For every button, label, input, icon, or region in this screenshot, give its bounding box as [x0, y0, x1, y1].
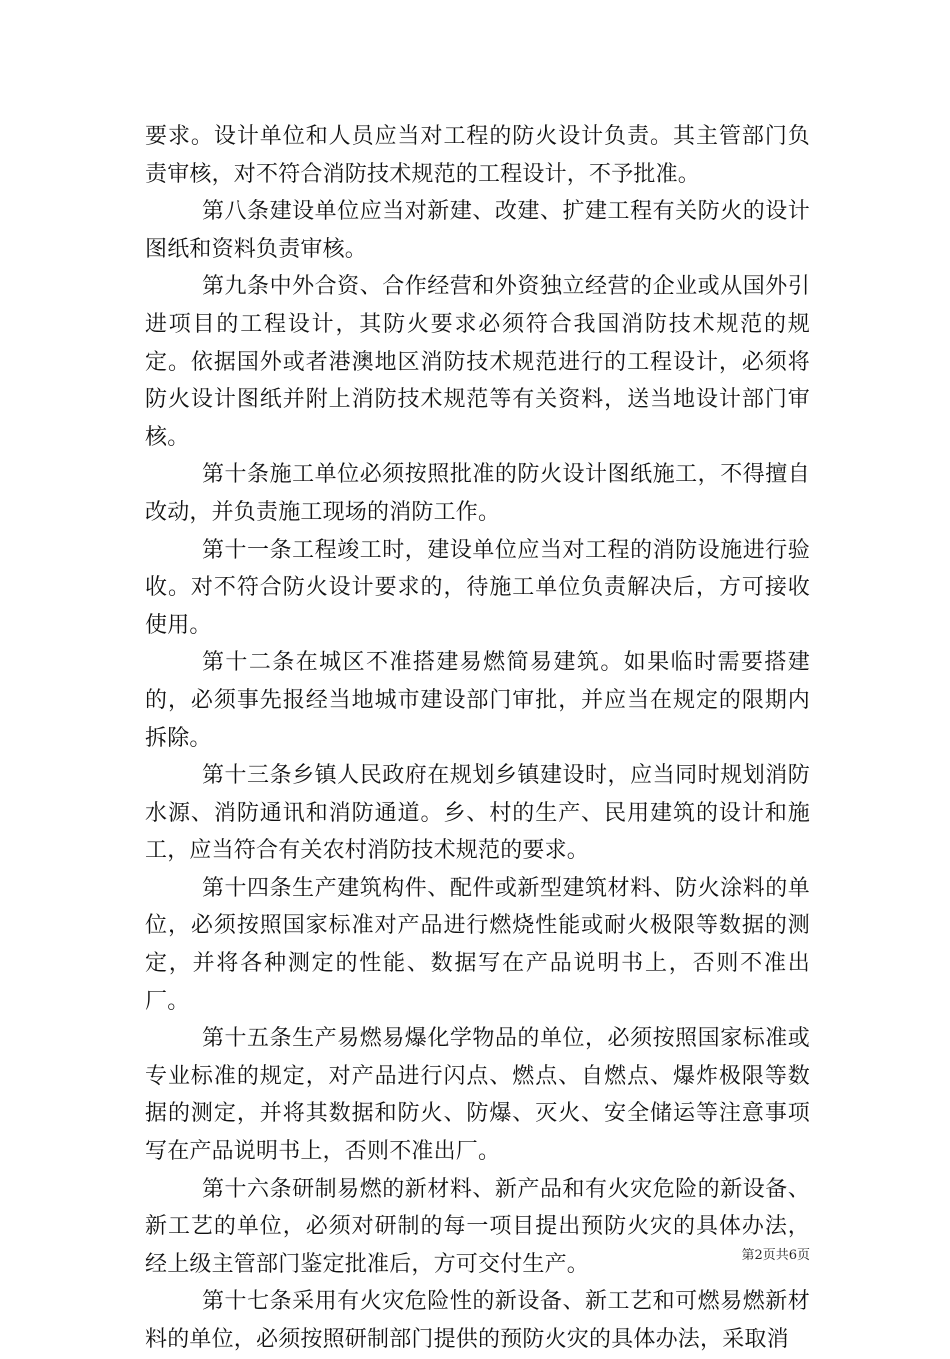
- page-number-footer: 第2页共6页: [741, 1248, 810, 1263]
- paragraph-article-17: 第十七条采用有火灾危险性的新设备、新工艺和可燃易燃新材料的单位，必须按照研制部门提供的预防火灾的具体办法，采取消: [145, 1289, 810, 1352]
- paragraph-article-13: 第十三条乡镇人民政府在规划乡镇建设时，应当同时规划消防水源、消防通讯和消防通道。乡、村的生产、民用建筑的设计和施工，应当符合有关农村消防技术规范的要求。: [145, 763, 810, 864]
- paragraph-article-12: 第十二条在城区不准搭建易燃简易建筑。如果临时需要搭建的，必须事先报经当地城市建设部门审批，并应当在规定的限期内拆除。: [145, 650, 810, 751]
- paragraph-article-9: 第九条中外合资、合作经营和外资独立经营的企业或从国外引进项目的工程设计，其防火要求必须符合我国消防技术规范的规定。依据国外或者港澳地区消防技术规范进行的工程设计，必须将防火设计图纸并附上消防技术规范等有关资料，送当地设计部门审核。: [145, 274, 810, 450]
- paragraph-continuation: 要求。设计单位和人员应当对工程的防火设计负责。其主管部门负责审核，对不符合消防技术规范的工程设计，不予批准。: [145, 124, 810, 187]
- paragraph-article-8: 第八条建设单位应当对新建、改建、扩建工程有关防火的设计图纸和资料负责审核。: [145, 199, 810, 262]
- body-text: [145, 118, 810, 1359]
- paragraph-article-11: 第十一条工程竣工时，建设单位应当对工程的消防设施进行验收。对不符合防火设计要求的，待施工单位负责解决后，方可接收使用。: [145, 537, 810, 638]
- paragraph-article-10: 第十条施工单位必须按照批准的防火设计图纸施工，不得擅自改动，并负责施工现场的消防工作。: [145, 462, 810, 525]
- paragraph-article-16: 第十六条研制易燃的新材料、新产品和有火灾危险的新设备、新工艺的单位，必须对研制的每一项目提出预防火灾的具体办法，经上级主管部门鉴定批准后，方可交付生产。: [145, 1176, 810, 1277]
- paragraph-article-15: 第十五条生产易燃易爆化学物品的单位，必须按照国家标准或专业标准的规定，对产品进行闪点、燃点、自燃点、爆炸极限等数据的测定，并将其数据和防火、防爆、灭火、安全储运等注意事项写在产品说明书上，否则不准出厂。: [145, 1026, 810, 1165]
- paragraph-article-14: 第十四条生产建筑构件、配件或新型建筑材料、防火涂料的单位，必须按照国家标准对产品进行燃烧性能或耐火极限等数据的测定，并将各种测定的性能、数据写在产品说明书上，否则不准出厂。: [145, 875, 810, 1014]
